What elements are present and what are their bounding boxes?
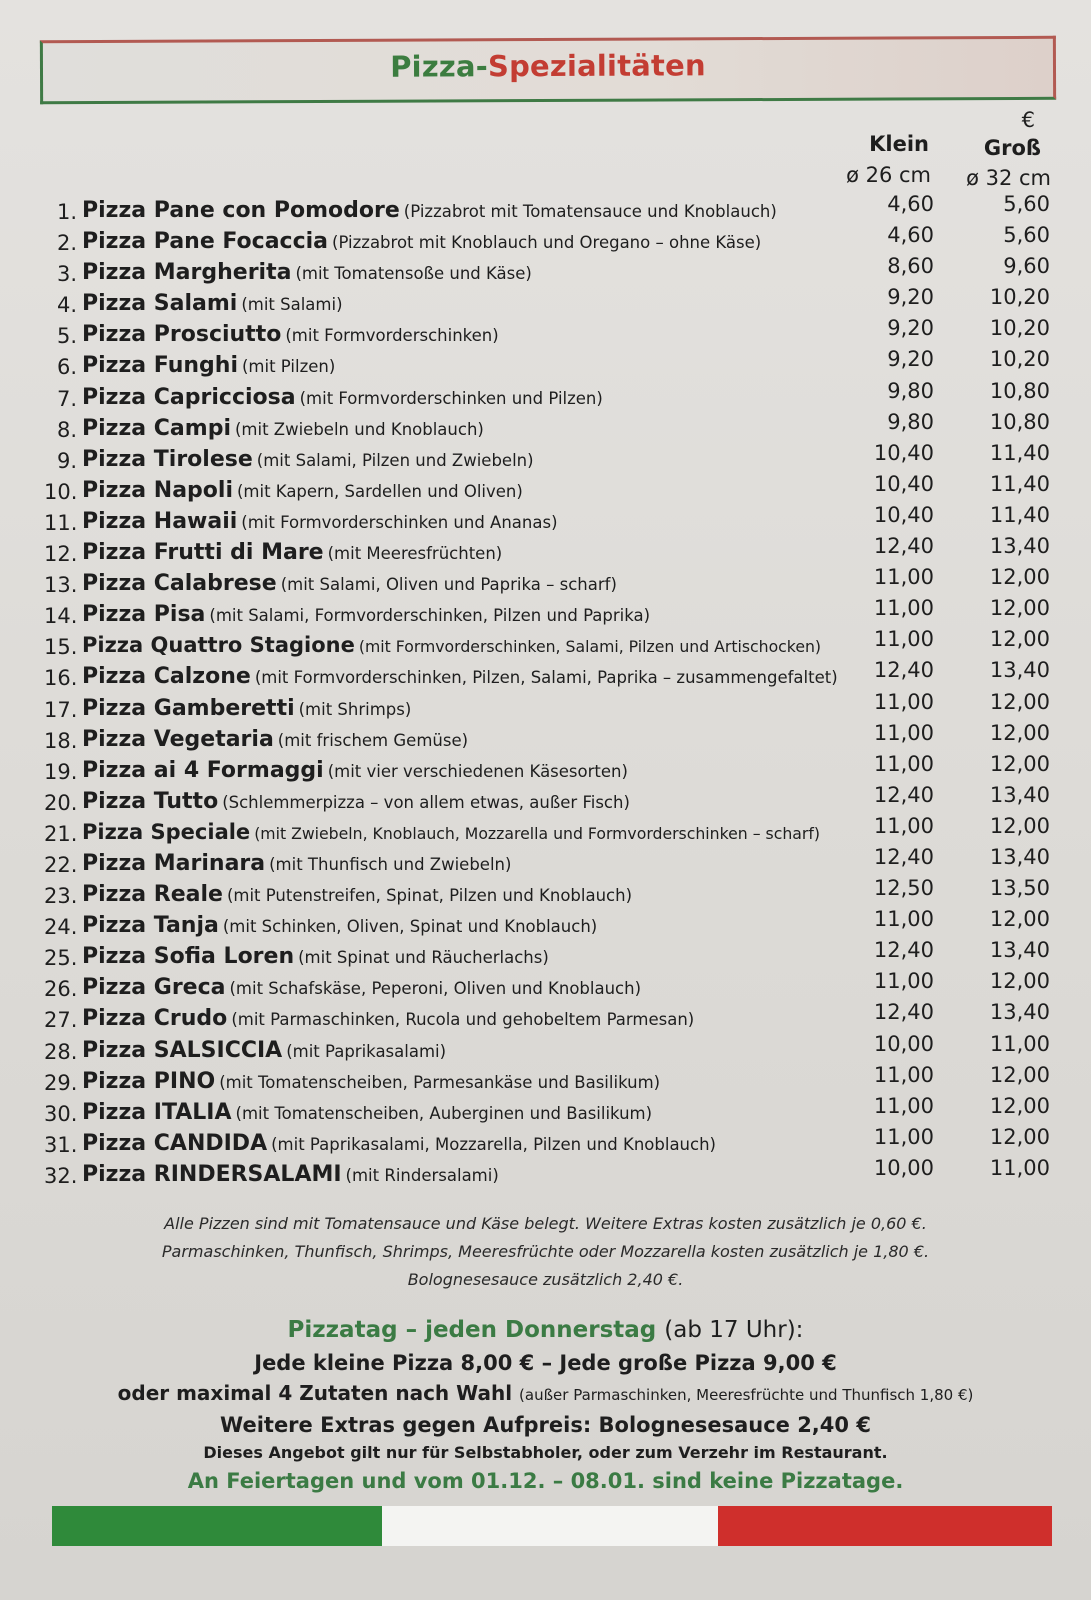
item-number: 20. — [44, 790, 78, 815]
item-description: (mit Schinken, Oliven, Spinat und Knoblauch) — [222, 917, 598, 937]
item-description: (mit vier verschiedenen Käsesorten) — [327, 761, 628, 781]
item-name-line — [82, 851, 511, 876]
item-description: (mit Formvorderschinken, Pilzen, Salami, Paprika – zusammengefaltet) — [254, 668, 838, 688]
item-name-line — [82, 882, 632, 907]
price-large: 12,00 — [989, 969, 1050, 994]
large-size-label: ø 32 cm — [966, 166, 1051, 190]
item-name: Pizza Hawaii — [82, 508, 238, 534]
item-name: Pizza Napoli — [82, 477, 233, 503]
item-number: 23. — [44, 884, 78, 909]
item-name: Pizza ITALIA — [82, 1099, 232, 1125]
item-name: Pizza Calabrese — [82, 571, 277, 597]
item-description: (mit Pilzen) — [242, 357, 336, 377]
price-large: 12,00 — [989, 751, 1050, 776]
flag-stripe-red — [718, 1506, 1052, 1546]
item-description: (mit Formvorderschinken, Salami, Pilzen und Artischocken) — [358, 637, 822, 657]
price-large: 12,00 — [989, 1062, 1050, 1087]
item-name: Pizza Greca — [82, 975, 226, 1001]
menu-item — [44, 1155, 1074, 1191]
item-description: (mit Rindersalami) — [345, 1165, 499, 1185]
offer-toppings — [0, 1378, 1091, 1410]
item-number: 2. — [56, 231, 77, 256]
pizza-list — [44, 192, 1074, 1191]
item-name-line — [82, 385, 603, 410]
price-large: 12,00 — [989, 720, 1050, 745]
price-small: 10,00 — [873, 1155, 934, 1180]
item-name-line — [82, 540, 502, 565]
price-small: 8,60 — [887, 254, 934, 279]
item-name-line — [82, 696, 411, 721]
price-large: 13,40 — [989, 658, 1050, 683]
offer-prices: Jede kleine Pizza 8,00 € – Jede große Pizza 9,00 € — [254, 1351, 837, 1375]
price-small: 12,40 — [873, 1000, 934, 1025]
price-small: 10,40 — [873, 440, 934, 465]
item-description: (mit Tomatensoße und Käse) — [295, 264, 532, 284]
item-name: Pizza Speciale — [82, 819, 251, 844]
title-separator: - — [475, 49, 489, 84]
price-large: 11,40 — [989, 440, 1050, 465]
item-number: 22. — [44, 852, 78, 877]
item-name-line — [82, 1069, 660, 1094]
item-number: 4. — [56, 293, 77, 318]
price-large: 12,00 — [989, 1093, 1050, 1118]
item-description: (mit Formvorderschinken und Pilzen) — [299, 388, 603, 408]
item-name: Pizza Tutto — [82, 788, 219, 814]
item-description: (mit Zwiebeln und Knoblauch) — [234, 419, 484, 439]
offer-toppings-text: oder maximal 4 Zutaten nach Wahl — [117, 1381, 513, 1405]
title-part-specialties: Spezialitäten — [487, 48, 706, 84]
item-number: 27. — [44, 1008, 78, 1033]
price-small: 12,50 — [873, 876, 934, 901]
offer-holidays: An Feiertagen und vom 01.12. – 08.01. sind keine Pizzatage. — [187, 1469, 904, 1493]
price-small: 4,60 — [887, 192, 934, 216]
price-small: 11,00 — [873, 751, 934, 776]
price-small: 11,00 — [873, 1124, 934, 1149]
item-name: Pizza Pane con Pomodore — [82, 198, 400, 223]
item-name: Pizza Capricciosa — [82, 384, 296, 410]
title-part-pizza: Pizza — [390, 49, 476, 84]
item-name: Pizza ai 4 Formaggi — [82, 757, 324, 783]
price-small: 9,20 — [887, 285, 934, 310]
item-description: (mit Formvorderschinken und Ananas) — [241, 512, 558, 532]
item-name: Pizza PINO — [82, 1068, 216, 1094]
item-description: (mit Parmaschinken, Rucola und gehobeltem Parmesan) — [231, 1010, 695, 1030]
item-description: (mit Spinat und Räucherlachs) — [298, 948, 549, 968]
item-name: Pizza Prosciutto — [82, 322, 282, 348]
item-name: Pizza CANDIDA — [82, 1130, 268, 1156]
item-name: Pizza Campi — [82, 415, 231, 441]
item-name-line — [82, 602, 650, 627]
offer-heading — [0, 1312, 1091, 1348]
price-large: 11,40 — [989, 502, 1050, 527]
item-name-line — [82, 291, 343, 316]
small-size-label: ø 26 cm — [846, 163, 931, 187]
item-description: (mit Salami, Oliven und Paprika – scharf) — [280, 575, 617, 595]
item-description: (mit Kapern, Sardellen und Oliven) — [236, 481, 523, 501]
item-description: (mit Schafskäse, Peperoni, Oliven und Knoblauch) — [229, 979, 642, 999]
price-small: 9,80 — [887, 409, 934, 434]
offer-extras: Weitere Extras gegen Aufpreis: Bolognesesauce 2,40 € — [220, 1413, 871, 1437]
item-description: (Pizzabrot mit Knoblauch und Oregano – ohne Käse) — [332, 233, 762, 253]
item-description: (mit Meeresfrüchten) — [327, 544, 503, 564]
item-number: 18. — [44, 728, 78, 753]
item-name: Pizza Vegetaria — [82, 726, 274, 752]
price-small: 11,00 — [873, 720, 934, 745]
currency-label: € — [1021, 108, 1035, 132]
item-number: 14. — [44, 604, 78, 629]
item-name: Pizza Pisa — [82, 602, 206, 628]
item-name: Pizza Reale — [82, 882, 223, 908]
item-number: 19. — [44, 759, 78, 784]
price-large: 13,40 — [989, 844, 1050, 869]
item-name-line — [82, 509, 558, 534]
note-line-2: Parmaschinken, Thunfisch, Shrimps, Meeresfrüchte oder Mozzarella kosten zusätzlich je 1,80 €. — [161, 1242, 930, 1261]
offer-conditions: Dieses Angebot gilt nur für Selbstabholer, oder zum Verzehr im Restaurant. — [203, 1443, 888, 1462]
item-description: (mit frischem Gemüse) — [277, 730, 469, 750]
item-name: Pizza Quattro Stagione — [82, 633, 355, 658]
price-large: 10,20 — [989, 316, 1050, 341]
price-small: 10,40 — [873, 502, 934, 527]
item-name: Pizza Tanja — [82, 913, 219, 939]
item-name-line — [82, 1100, 652, 1125]
item-name-line — [82, 571, 617, 596]
price-small: 12,40 — [873, 782, 934, 807]
item-name: Pizza Calzone — [82, 664, 251, 690]
price-large: 5,60 — [1003, 192, 1050, 216]
price-small: 12,40 — [873, 534, 934, 559]
price-small: 9,20 — [887, 347, 934, 372]
item-number: 17. — [44, 697, 78, 722]
item-number: 12. — [44, 542, 78, 567]
item-name: Pizza Crudo — [82, 1006, 228, 1032]
item-number: 29. — [44, 1070, 78, 1095]
item-name: Pizza SALSICCIA — [82, 1037, 283, 1063]
item-name: Pizza RINDERSALAMI — [82, 1161, 342, 1187]
item-number: 6. — [56, 355, 77, 380]
price-large: 13,40 — [989, 534, 1050, 559]
item-description: (mit Zwiebeln, Knoblauch, Mozzarella und Formvorderschinken – scharf) — [254, 823, 820, 843]
price-small: 10,40 — [873, 471, 934, 496]
item-number: 3. — [56, 262, 77, 287]
item-name-line — [82, 447, 534, 472]
price-large: 10,80 — [989, 409, 1050, 434]
item-description: (Schlemmerpizza – von allem etwas, außer Fisch) — [222, 792, 630, 812]
flag-stripe-white — [382, 1506, 718, 1546]
item-name-line — [82, 820, 820, 844]
item-name-line — [82, 260, 532, 285]
item-name: Pizza Margherita — [82, 260, 292, 286]
price-large: 12,00 — [989, 565, 1050, 590]
price-small: 12,40 — [873, 658, 934, 683]
price-large: 13,50 — [989, 876, 1050, 901]
item-name-line — [82, 633, 821, 657]
item-number: 11. — [44, 510, 78, 535]
item-name-line — [82, 353, 335, 378]
item-number: 32. — [44, 1163, 78, 1188]
item-description: (mit Salami, Pilzen und Zwiebeln) — [256, 450, 534, 470]
item-number: 1. — [56, 200, 77, 224]
item-number: 16. — [44, 666, 78, 691]
item-description: (mit Salami) — [241, 295, 343, 315]
price-large: 12,00 — [989, 813, 1050, 838]
price-large: 13,40 — [989, 938, 1050, 963]
item-name-line — [82, 229, 761, 254]
item-description: (mit Paprikasalami, Mozzarella, Pilzen und Knoblauch) — [271, 1134, 716, 1154]
item-number: 24. — [44, 915, 78, 940]
item-name: Pizza Gamberetti — [82, 695, 295, 721]
price-large: 12,00 — [989, 907, 1050, 932]
item-number: 30. — [44, 1101, 78, 1126]
item-name-line — [82, 944, 549, 969]
item-number: 15. — [44, 635, 78, 660]
offer-heading-time: (ab 17 Uhr): — [664, 1317, 804, 1343]
item-name-line — [82, 1162, 499, 1187]
item-number: 8. — [56, 417, 77, 442]
price-large: 11,00 — [989, 1155, 1050, 1180]
item-name: Pizza Pane Focaccia — [82, 229, 329, 255]
item-name: Pizza Sofia Loren — [82, 944, 295, 970]
price-large: 12,00 — [989, 1124, 1050, 1149]
price-large: 10,20 — [989, 347, 1050, 372]
price-small: 9,80 — [887, 378, 934, 403]
offer-heading-text: Pizzatag – jeden Donnerstag — [287, 1317, 657, 1343]
price-small: 11,00 — [873, 1062, 934, 1087]
price-small: 11,00 — [873, 969, 934, 994]
item-name-line — [82, 1131, 716, 1156]
item-name-line — [82, 664, 838, 689]
title-band — [40, 36, 1056, 104]
price-small: 9,20 — [887, 316, 934, 341]
price-small: 12,40 — [873, 938, 934, 963]
item-name-line — [82, 758, 628, 783]
small-column-label: Klein — [869, 132, 929, 156]
item-name-line — [82, 416, 484, 441]
item-name-line — [82, 913, 597, 938]
price-small: 11,00 — [873, 1093, 934, 1118]
item-description: (mit Paprikasalami) — [286, 1041, 447, 1061]
price-small: 11,00 — [873, 596, 934, 621]
item-description: (mit Salami, Formvorderschinken, Pilzen und Paprika) — [209, 606, 651, 626]
item-name-line — [82, 198, 777, 223]
item-number: 7. — [56, 386, 77, 411]
price-small: 11,00 — [873, 907, 934, 932]
price-large: 9,60 — [1003, 254, 1050, 279]
price-small: 11,00 — [873, 627, 934, 652]
item-name-line — [82, 789, 630, 814]
item-number: 13. — [44, 573, 78, 598]
item-number: 9. — [56, 448, 77, 473]
item-number: 31. — [44, 1132, 78, 1157]
note-line-1: Alle Pizzen sind mit Tomatensauce und Käse belegt. Weitere Extras kosten zusätzlich je 0,60 €. — [164, 1214, 927, 1233]
price-large: 11,40 — [989, 471, 1050, 496]
item-description: (mit Tomatenscheiben, Auberginen und Basilikum) — [235, 1103, 653, 1123]
price-small: 4,60 — [887, 223, 934, 248]
price-large: 10,20 — [989, 285, 1050, 310]
item-description: (Pizzabrot mit Tomatensauce und Knoblauch) — [403, 202, 777, 221]
item-name: Pizza Frutti di Mare — [82, 540, 324, 566]
price-large: 5,60 — [1003, 223, 1050, 248]
price-large: 11,00 — [989, 1031, 1050, 1056]
price-small: 11,00 — [873, 689, 934, 714]
item-name-line — [82, 975, 641, 1000]
item-name-line — [82, 322, 499, 347]
offer-toppings-exception: (außer Parmaschinken, Meeresfrüchte und Thunfisch 1,80 €) — [519, 1386, 974, 1404]
large-column-label: Groß — [983, 136, 1041, 160]
price-large: 13,40 — [989, 1000, 1050, 1025]
item-name-line — [82, 1006, 694, 1031]
item-number: 21. — [44, 821, 78, 846]
item-description: (mit Putenstreifen, Spinat, Pilzen und Knoblauch) — [226, 886, 633, 906]
item-name-line — [82, 478, 523, 503]
flag-stripe-green — [52, 1506, 382, 1546]
item-name: Pizza Salami — [82, 291, 238, 317]
price-small: 12,40 — [873, 844, 934, 869]
item-description: (mit Shrimps) — [298, 699, 412, 719]
price-large: 10,80 — [989, 378, 1050, 403]
pizzatag-offer — [0, 1312, 1091, 1496]
note-line-3: Bolognesesauce zusätzlich 2,40 €. — [407, 1270, 684, 1289]
item-number: 10. — [44, 479, 78, 504]
price-large: 12,00 — [989, 689, 1050, 714]
item-number: 28. — [44, 1039, 78, 1064]
price-large: 12,00 — [989, 627, 1050, 652]
price-small: 10,00 — [873, 1031, 934, 1056]
page-title — [43, 47, 1053, 85]
item-name-line — [82, 1038, 446, 1063]
item-number: 25. — [44, 946, 78, 971]
item-name: Pizza Marinara — [82, 850, 266, 876]
item-description: (mit Formvorderschinken) — [285, 326, 499, 346]
item-description: (mit Tomatenscheiben, Parmesankäse und Basilikum) — [219, 1072, 661, 1092]
price-large: 13,40 — [989, 782, 1050, 807]
item-description: (mit Thunfisch und Zwiebeln) — [269, 854, 512, 874]
item-number: 26. — [44, 977, 78, 1002]
extras-notes — [0, 1210, 1091, 1294]
price-large: 12,00 — [989, 596, 1050, 621]
price-small: 11,00 — [873, 813, 934, 838]
item-number: 5. — [56, 324, 77, 349]
item-name: Pizza Funghi — [82, 353, 238, 379]
price-small: 11,00 — [873, 565, 934, 590]
item-name: Pizza Tirolese — [82, 446, 253, 472]
item-name-line — [82, 727, 468, 752]
